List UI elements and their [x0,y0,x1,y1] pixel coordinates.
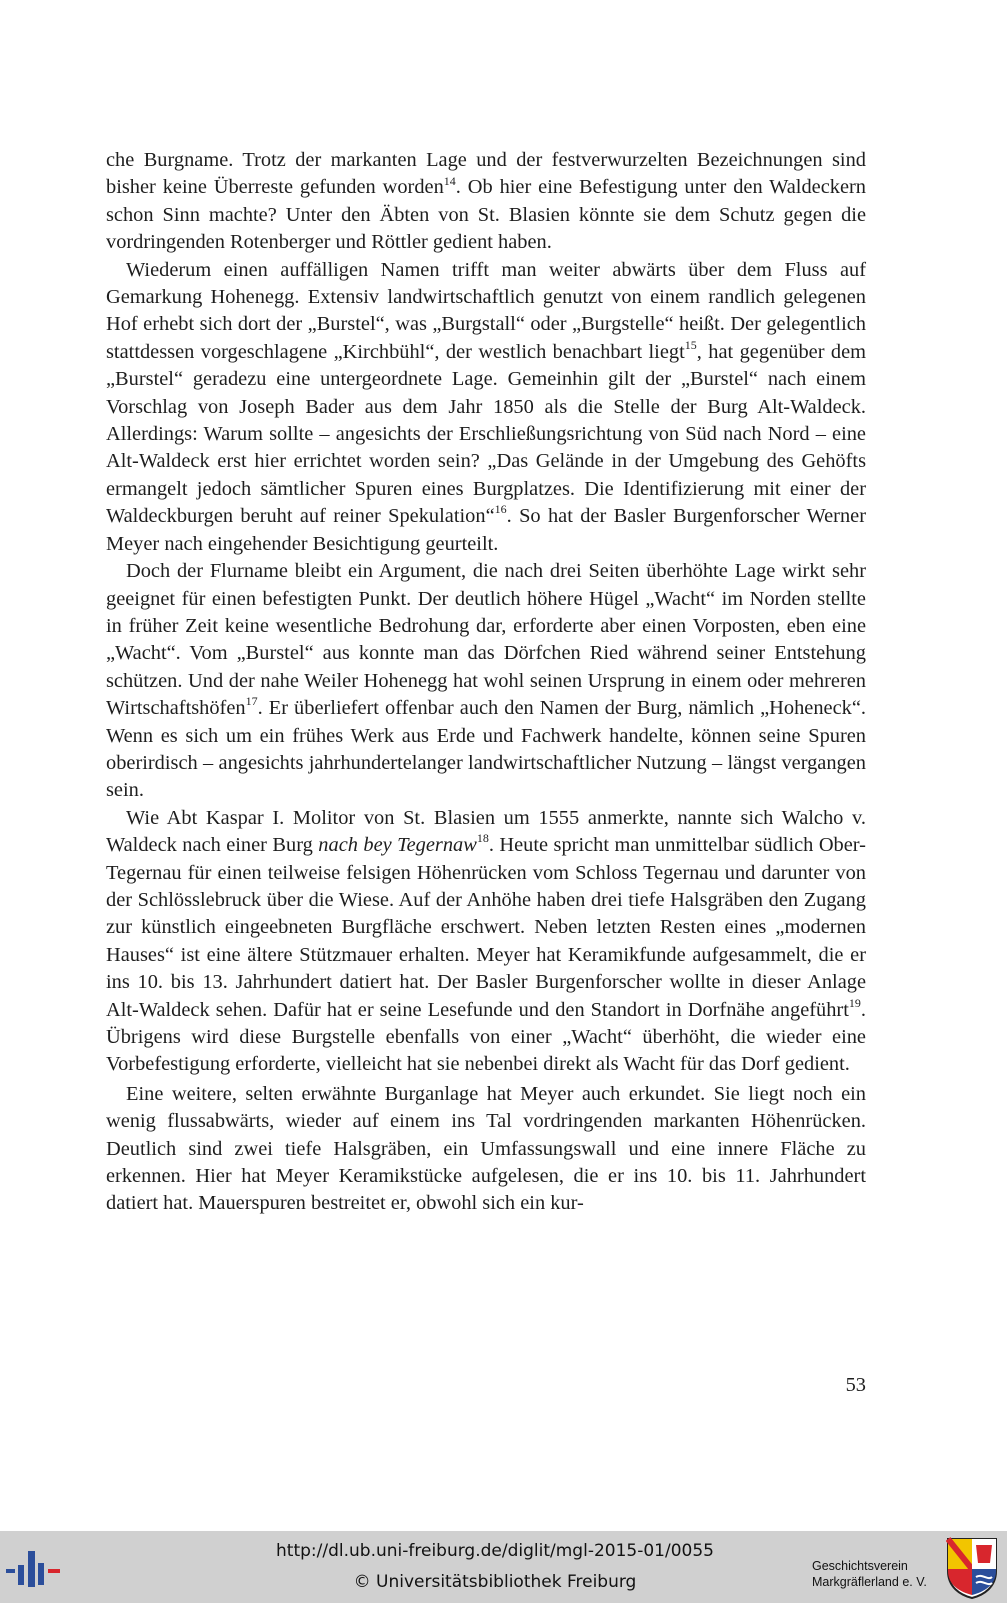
footer-copyright: © Universitätsbibliothek Freiburg [353,1572,637,1592]
paragraph [106,1081,866,1218]
footnote-ref[interactable]: 19 [848,995,861,1010]
text-run: , hat gegenüber dem „Burstel“ geradezu eine untergeordnete Lage. Gemeinhin gilt der „Burstel“ nach einem Vorschlag von Joseph Bader aus dem Jahr 1850 als die Stelle der Burg Alt-Waldeck. Allerdings: Warum sollte – angesichts der Erschließungsrichtung von Süd nach Nord – eine Alt-Waldeck erst hier errichtet worden sein? „Das Gelände in der Umgebung des Gehöfts ermangelt jedoch sämtlicher Spuren eines Burgplatzes. Die Identifizierung mit einer der Waldeckburgen beruht auf reiner Spekulation“ [106,340,867,528]
text-run: Wiederum einen auffälligen Namen trifft man weiter abwärts über dem Fluss auf Gemarkung Hohenegg. Extensiv landwirtschaftlich genutzt von einem randlich gelegenen Hof erhebt sich dort der „Burstel“, was „Burgstall“ oder „Burgstelle“ heißt. Der gelegentlich stattdessen vorgeschlagene „Kirchbühl“, der westlich benachbart liegt [106,258,866,363]
ub-freiburg-logo-icon[interactable] [4,1549,64,1589]
text-run: Eine weitere, selten erwähnte Burganlage hat Meyer auch erkundet. Sie liegt noch ein wenig flussabwärts, wieder auf einem ins Tal vordringenden markanten Höhenrücken. Deutlich sind zwei tiefe Halsgräben, ein Umfassungswall und eine innere Fläche zu erkennen. Hier hat Meyer Keramikstücke aufgelesen, die er ins 10. bis 11. Jahrhundert datiert hat. Mauerspuren bestreitet er, obwohl sich ein kur- [106,1082,866,1215]
page-text [106,147,866,1218]
footer-bar [0,1531,1007,1603]
paragraph [106,805,866,1079]
footer-url-link[interactable]: http://dl.ub.uni-freiburg.de/diglit/mgl-2015-01/0055 [276,1541,714,1561]
footnote-ref[interactable]: 17 [245,694,258,709]
text-run: . Ob hier eine Befestigung unter den Waldeckern schon Sinn machte? Unter den Äbten von St. Blasien könnte sie dem Schutz gegen die vordringenden Rotenberger und Röttler gedient haben. [106,176,867,254]
text-run: . Heute spricht man unmittelbar südlich Ober-Tegernau für einen teilweise felsigen Höhenrücken vom Schloss Tegernau und darunter von der Schlösslebruck über die Wiese. Auf der Anhöhe haben drei tiefe Halsgräben den Zugang zur künstlich eingeebneten Burgfläche erschwert. Neben letzten Resten eines „modernen Hauses“ ist eine ältere Stützmauer erhalten. Meyer hat Keramikfunde aufgesammelt, die er ins 10. bis 13. Jahrhundert datiert hat. Der Basler Burgenforscher wollte in dieser Anlage Alt-Waldeck sehen. Dafür hat er seine Lesefunde und den Standort in Dorfnähe angeführt [106,834,866,1021]
paragraph [106,558,866,805]
footer-publisher [812,1558,942,1590]
footnote-ref[interactable]: 15 [684,338,697,353]
footnote-ref[interactable]: 14 [443,173,456,188]
footnote-ref[interactable]: 16 [494,502,507,517]
paragraph [106,147,866,257]
publisher-line: Geschichtsverein [812,1559,908,1573]
text-run: Wie Abt Kaspar I. Molitor von St. Blasien um 1555 anmerkte, nannte sich Walcho v. Waldeck nach einer Burg [106,806,866,857]
page-number: 53 [845,1374,866,1396]
text-run: che Burgname. Trotz der markanten Lage und der festverwurzelten Bezeichnungen sind bisher keine Überreste gefunden worden [106,149,866,199]
italic-text: nach bey Tegernaw [318,834,477,857]
text-run: Doch der Flurname bleibt ein Argument, die nach drei Seiten überhöhte Lage wirkt sehr geeignet für einen befestigten Punkt. Der deutlich höhere Hügel „Wacht“ im Norden stellte in früher Zeit keine wesentliche Bedrohung dar, erforderte aber einen Vorposten, eben eine „Wacht“. Vom „Burstel“ aus konnte man das Dörfchen Ried während seiner Entstehung schützen. Und der nahe Weiler Hohenegg hat wohl seinen Ursprung in einem oder mehreren Wirtschaftshöfen [106,560,866,720]
paragraph [106,257,866,558]
coat-of-arms-icon [946,1537,998,1599]
text-run: . So hat der Basler Burgenforscher Werner Meyer nach eingehender Besichtigung geurteilt. [106,505,866,555]
text-run: . Übrigens wird diese Burgstelle ebenfalls von einer „Wacht“ überhöht, die wieder eine Vorbefestigung erforderte, vielleicht hat sie nebenbei direkt als Wacht für das Dorf gedient. [106,998,866,1076]
publisher-line: Markgräflerland e. V. [812,1575,927,1589]
footnote-ref[interactable]: 18 [476,831,489,846]
text-run: . Er überliefert offenbar auch den Namen der Burg, nämlich „Hoheneck“. Wenn es sich um ein frühes Werk aus Erde und Fachwerk handelte, können seine Spuren oberirdisch – angesichts jahrhundertelanger landwirtschaftlicher Nutzung – längst vergangen sein. [106,697,866,802]
